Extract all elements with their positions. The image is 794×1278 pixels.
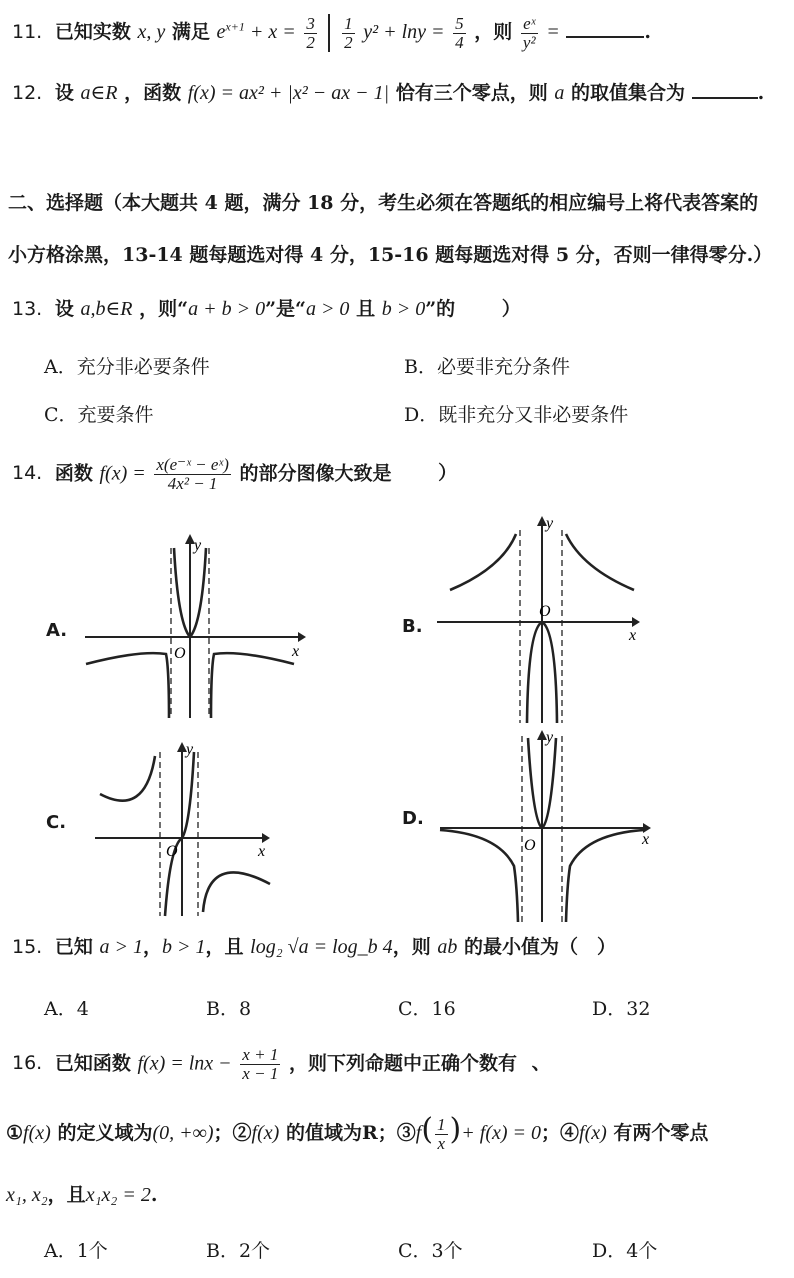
- x-axis-arrow: [298, 632, 306, 642]
- question-text: 且: [356, 298, 376, 320]
- math-expr: b > 0: [381, 298, 426, 320]
- question-number: 13.: [12, 298, 43, 320]
- math-expr: $e^{x+1} + x$ =: [216, 19, 296, 43]
- answer-paren: ）: [501, 298, 521, 320]
- question-text: ，则: [474, 21, 513, 43]
- option-15-a[interactable]: A．4: [44, 998, 89, 1020]
- math-expr: f: [415, 1122, 422, 1144]
- fraction: $\frac{3}{2}$: [306, 13, 315, 52]
- question-text: 的取值集合为: [571, 82, 686, 104]
- question-number: 11.: [12, 21, 43, 43]
- axis-label-x: x: [258, 843, 266, 860]
- fraction: $\frac{\text{x(e⁻ˣ − eˣ)}}{\text{4x² − 1}}$: [156, 455, 229, 493]
- question-number: 15.: [12, 936, 43, 958]
- proposition-marker: ；④: [541, 1122, 580, 1144]
- option-16-a[interactable]: A．1个: [44, 1240, 108, 1262]
- math-vars: x, y: [137, 21, 166, 43]
- origin-label: O: [166, 843, 178, 860]
- math-expr: (0, +∞): [152, 1122, 214, 1144]
- answer-paren: ）: [438, 462, 458, 485]
- graph-label-d[interactable]: D.: [402, 808, 424, 829]
- question-16-propositions: [6, 1112, 708, 1152]
- question-16: [12, 1046, 551, 1083]
- question-16-line3: [6, 1180, 157, 1207]
- math-expr: a > 0: [305, 298, 350, 320]
- fraction: $\frac{\text{eˣ}}{\text{y²}}$: [522, 13, 536, 52]
- math-expr: =: [546, 21, 560, 43]
- question-12: [12, 78, 764, 105]
- math-cond: a,b∈R: [80, 298, 133, 320]
- option-15-b[interactable]: B．8: [206, 998, 252, 1020]
- option-13-b[interactable]: B．必要非充分条件: [404, 356, 570, 378]
- proposition-marker: ①: [6, 1122, 24, 1144]
- question-number: 14.: [12, 462, 43, 485]
- section-header-line2: 小方格涂黑，13-14 题每题选对得 4 分，15-16 题每题选对得 5 分，否则一律得零分.）: [8, 244, 773, 266]
- question-text: 设: [54, 82, 74, 104]
- question-14: [12, 456, 457, 493]
- graph-b[interactable]: [432, 508, 647, 728]
- question-text: 的定义域为: [57, 1122, 153, 1144]
- math-expr: f(x): [251, 1122, 280, 1144]
- bracket-line: [328, 14, 330, 52]
- question-text: 已知实数: [54, 21, 131, 43]
- question-text: ，且: [47, 1184, 86, 1206]
- graph-c[interactable]: [90, 736, 280, 920]
- fraction: $\frac{1}{2}$: [344, 13, 353, 52]
- question-text: ，函数: [124, 82, 182, 104]
- math-expr: f(x): [579, 1122, 607, 1144]
- punctuation: 、: [531, 1052, 551, 1075]
- question-text: ，且: [205, 936, 244, 958]
- math-expr: log₂ √a = log_b 4: [250, 936, 393, 958]
- question-text: 已知: [54, 936, 93, 958]
- paren: ): [449, 1112, 462, 1147]
- section-header-line1: 二、选择题（本大题共 4 题，满分 18 分，考生必须在答题纸的相应编号上将代表答案的: [8, 192, 759, 214]
- graph-label-a[interactable]: A.: [46, 620, 68, 641]
- math-expr: y² + lny =: [363, 21, 445, 43]
- question-text: 的部分图像大致是: [239, 462, 392, 485]
- question-text: 函数: [54, 462, 93, 485]
- answer-blank[interactable]: [692, 93, 758, 99]
- option-16-d[interactable]: D．4个: [592, 1240, 658, 1262]
- axis-label-x: x: [642, 831, 650, 848]
- proposition-marker: ；③: [377, 1122, 416, 1144]
- answer-blank[interactable]: [566, 32, 644, 38]
- question-text: ”的: [425, 298, 456, 320]
- option-16-b[interactable]: B．2个: [206, 1240, 271, 1262]
- math-var: a: [554, 82, 565, 104]
- math-cond: a > 1: [99, 936, 143, 958]
- question-text: 有两个零点: [613, 1122, 709, 1144]
- math-expr: R: [361, 1122, 378, 1144]
- question-15: [12, 932, 616, 959]
- period: .: [757, 82, 765, 104]
- question-text: 恰有三个零点，则: [395, 82, 548, 104]
- question-text: ，则下列命题中正确个数有: [288, 1052, 517, 1075]
- math-expr: f(x) = lnx −: [137, 1052, 232, 1075]
- axis-label-y: y: [186, 741, 194, 758]
- fraction: $\frac{1}{x}$: [437, 1114, 446, 1153]
- separator: ，: [142, 936, 162, 958]
- curve-right: [211, 653, 294, 718]
- question-text: ”是“: [265, 298, 306, 320]
- math-expr: + f(x) = 0: [461, 1122, 542, 1144]
- math-expr: f(x) =: [99, 462, 146, 485]
- origin-label: O: [539, 603, 551, 620]
- math-expr: x₁, x₂: [6, 1184, 48, 1206]
- axis-label-x: x: [629, 627, 637, 644]
- question-text: 的值域为: [285, 1122, 362, 1144]
- graph-label-b[interactable]: B.: [402, 616, 423, 637]
- math-cond: a∈R: [80, 82, 118, 104]
- proposition-marker: ；②: [213, 1122, 252, 1144]
- paren: (: [421, 1112, 434, 1147]
- question-text: 设: [54, 298, 74, 320]
- option-13-c[interactable]: C．充要条件: [44, 404, 154, 426]
- option-13-d[interactable]: D．既非充分又非必要条件: [404, 404, 629, 426]
- question-text: ，则“: [139, 298, 189, 320]
- fraction: $\frac{x + 1}{x - 1}$: [242, 1045, 279, 1083]
- axis-label-y: y: [194, 537, 202, 554]
- origin-label: O: [174, 645, 186, 662]
- math-cond: b > 1: [162, 936, 206, 958]
- option-15-c[interactable]: C．16: [398, 998, 456, 1020]
- option-13-a[interactable]: A．充分非必要条件: [44, 356, 210, 378]
- axis-label-y: y: [546, 515, 554, 532]
- question-text: 的最小值为（ ）: [463, 936, 616, 958]
- question-11: [12, 14, 651, 52]
- curve-left: [86, 653, 169, 718]
- axis-label-y: y: [546, 729, 554, 746]
- math-var: ab: [437, 936, 458, 958]
- question-13: [12, 294, 521, 321]
- math-expr: x₁x₂ = 2: [85, 1184, 151, 1206]
- period: .: [150, 1184, 158, 1206]
- question-text: 已知函数: [54, 1052, 131, 1075]
- question-text: 满足: [171, 21, 210, 43]
- math-expr: f(x) = ax² + |x² − ax − 1|: [187, 82, 390, 104]
- option-15-d[interactable]: D．32: [592, 998, 651, 1020]
- graph-d[interactable]: [438, 726, 658, 926]
- math-expr: a + b > 0: [188, 298, 266, 320]
- origin-label: O: [524, 837, 536, 854]
- math-expr: f(x): [23, 1122, 51, 1144]
- question-number: 16.: [12, 1052, 43, 1075]
- graph-label-c[interactable]: C.: [46, 812, 67, 833]
- option-16-c[interactable]: C．3个: [398, 1240, 463, 1262]
- period: .: [644, 21, 651, 43]
- axis-label-x: x: [292, 643, 300, 660]
- question-number: 12.: [12, 82, 43, 104]
- fraction: $\frac{5}{4}$: [455, 13, 464, 52]
- graph-a[interactable]: [80, 528, 310, 723]
- question-text: ，则: [392, 936, 431, 958]
